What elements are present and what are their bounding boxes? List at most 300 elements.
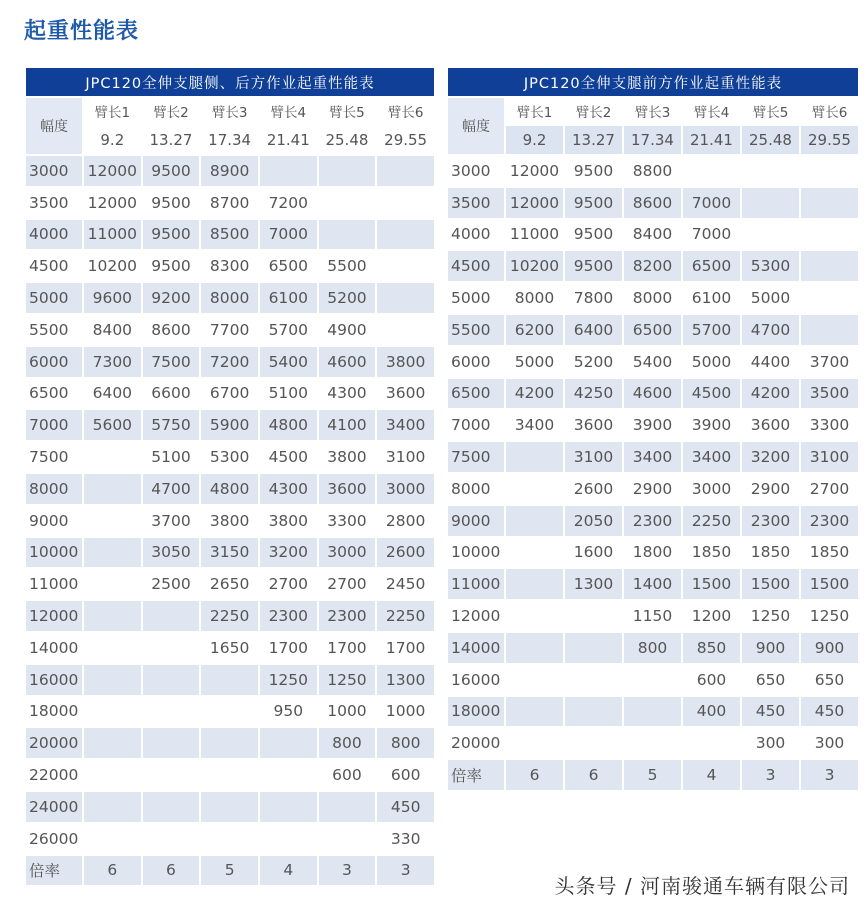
ratio-label: 倍率 (26, 856, 82, 886)
capacity-cell (377, 283, 434, 313)
capacity-cell: 300 (755, 734, 786, 753)
capacity-cell: 5300 (742, 251, 799, 281)
capacity-cell: 3700 (151, 511, 191, 530)
capacity-cell: 1300 (565, 569, 622, 599)
table-row (26, 665, 434, 695)
capacity-cell (624, 697, 681, 727)
boom-label: 臂长3 (211, 105, 248, 121)
capacity-cell: 2500 (151, 575, 191, 594)
capacity-cell: 4300 (260, 474, 317, 504)
capacity-cell: 3200 (742, 442, 799, 472)
capacity-cell (260, 728, 317, 758)
capacity-cell (84, 824, 141, 854)
table-row (26, 442, 434, 472)
capacity-cell (377, 251, 434, 281)
capacity-cell: 8000 (514, 289, 555, 308)
capacity-cell: 1850 (691, 543, 732, 562)
capacity-cell: 8600 (624, 188, 681, 218)
capacity-cell: 8000 (632, 289, 673, 308)
capacity-cell: 8900 (201, 156, 258, 186)
capacity-cell: 2050 (565, 506, 622, 536)
capacity-cell: 7200 (201, 347, 258, 377)
capacity-cell: 900 (742, 633, 799, 663)
boom-length-row (448, 126, 858, 154)
table-row (26, 347, 434, 377)
capacity-cell: 2650 (209, 575, 250, 594)
capacity-cell: 450 (801, 697, 858, 727)
capacity-cell: 4800 (201, 474, 258, 504)
capacity-cell: 3000 (377, 474, 434, 504)
capacity-cell (506, 474, 563, 504)
capacity-cell: 12000 (506, 188, 563, 218)
capacity-cell: 3400 (514, 416, 555, 435)
capacity-cell (565, 665, 622, 695)
radius-cell: 10000 (26, 538, 82, 568)
capacity-cell: 2300 (319, 601, 376, 631)
capacity-cell: 12000 (84, 156, 141, 186)
capacity-cell (260, 792, 317, 822)
table-row (448, 347, 858, 377)
ratio-cell: 6 (84, 856, 141, 886)
capacity-cell (201, 824, 258, 854)
table-row (448, 283, 858, 313)
capacity-cell: 3100 (385, 448, 426, 467)
capacity-cell: 3800 (268, 511, 309, 530)
capacity-cell (84, 792, 141, 822)
table-row (26, 188, 434, 218)
table-row (26, 379, 434, 409)
capacity-cell: 6500 (624, 315, 681, 345)
capacity-cell: 400 (683, 697, 740, 727)
capacity-cell: 4500 (268, 448, 309, 467)
radius-cell: 22000 (29, 766, 79, 785)
ratio-row (448, 760, 858, 790)
capacity-cell: 6600 (151, 384, 191, 403)
radius-cell: 5000 (26, 283, 82, 313)
capacity-cell: 1250 (809, 607, 850, 626)
capacity-cell: 2900 (750, 479, 791, 498)
capacity-cell: 2250 (201, 601, 258, 631)
boom-length: 21.41 (683, 126, 740, 154)
capacity-cell (84, 760, 141, 790)
capacity-cell: 7000 (260, 220, 317, 250)
radius-cell: 3000 (26, 156, 82, 186)
radius-cell: 24000 (26, 792, 82, 822)
capacity-cell: 9500 (565, 188, 622, 218)
capacity-cell: 2900 (632, 479, 673, 498)
capacity-cell: 4900 (327, 320, 367, 339)
capacity-cell (377, 315, 434, 345)
capacity-cell: 3900 (691, 416, 732, 435)
capacity-cell: 8300 (209, 257, 250, 276)
table-row (26, 474, 434, 504)
capacity-cell (624, 665, 681, 695)
radius-cell: 20000 (451, 734, 501, 753)
capacity-cell: 3600 (319, 474, 376, 504)
capacity-cell (506, 728, 563, 758)
radius-cell: 9000 (448, 506, 504, 536)
table-row (26, 792, 434, 822)
capacity-cell: 5400 (632, 352, 673, 371)
capacity-cell: 1700 (385, 638, 426, 657)
ratio-cell: 6 (143, 856, 200, 886)
table-row (448, 220, 858, 250)
capacity-cell (84, 665, 141, 695)
capacity-cell: 5100 (268, 384, 309, 403)
radius-cell: 6000 (26, 347, 82, 377)
radius-cell: 9000 (29, 511, 69, 530)
capacity-cell: 800 (319, 728, 376, 758)
capacity-cell (801, 283, 858, 313)
table-row (26, 156, 434, 186)
capacity-cell: 2600 (573, 479, 614, 498)
capacity-cell (801, 251, 858, 281)
radius-cell: 4000 (26, 220, 82, 250)
capacity-cell (565, 601, 622, 631)
capacity-cell: 1700 (268, 638, 309, 657)
load-table-side-rear (24, 66, 436, 887)
radius-cell: 18000 (29, 702, 79, 721)
capacity-cell (506, 569, 563, 599)
capacity-cell: 1650 (209, 638, 250, 657)
capacity-cell (201, 728, 258, 758)
radius-cell: 18000 (448, 697, 504, 727)
capacity-cell (84, 538, 141, 568)
capacity-cell: 4200 (506, 379, 563, 409)
capacity-cell (143, 792, 200, 822)
ratio-cell: 5 (624, 760, 681, 790)
capacity-cell (742, 188, 799, 218)
capacity-cell: 8400 (632, 225, 673, 244)
radius-cell: 4500 (448, 251, 504, 281)
capacity-cell (377, 188, 434, 218)
boom-length: 9.2 (506, 126, 563, 154)
capacity-cell: 9500 (143, 156, 200, 186)
capacity-cell: 1150 (632, 607, 673, 626)
ratio-row (26, 856, 434, 886)
radius-cell: 7000 (26, 410, 82, 440)
capacity-cell: 4600 (624, 379, 681, 409)
radius-cell: 7000 (451, 416, 491, 435)
capacity-cell: 9500 (151, 257, 191, 276)
capacity-cell: 2250 (683, 506, 740, 536)
capacity-cell (201, 792, 258, 822)
boom-length: 21.41 (266, 131, 310, 149)
boom-label: 臂长3 (634, 105, 671, 121)
radius-cell: 11000 (448, 569, 504, 599)
capacity-cell: 3700 (809, 352, 850, 371)
capacity-cell: 1850 (809, 543, 850, 562)
boom-length-row (26, 126, 434, 154)
capacity-cell: 3400 (624, 442, 681, 472)
capacity-cell: 1500 (801, 569, 858, 599)
capacity-cell: 800 (377, 728, 434, 758)
capacity-cell: 10200 (87, 257, 137, 276)
table-row (448, 156, 858, 186)
table-row (26, 697, 434, 727)
capacity-cell: 300 (814, 734, 845, 753)
capacity-cell (506, 665, 563, 695)
capacity-cell: 6700 (209, 384, 250, 403)
capacity-cell (143, 697, 200, 727)
capacity-cell (319, 220, 376, 250)
capacity-cell (742, 156, 799, 186)
capacity-cell: 1400 (624, 569, 681, 599)
capacity-cell: 7800 (573, 289, 614, 308)
capacity-cell: 2450 (385, 575, 426, 594)
capacity-cell (506, 601, 563, 631)
capacity-cell: 3300 (809, 416, 850, 435)
capacity-cell: 600 (332, 766, 362, 785)
table-row (26, 506, 434, 536)
capacity-cell: 4500 (683, 379, 740, 409)
capacity-cell (143, 728, 200, 758)
table-row (448, 379, 858, 409)
radius-cell: 14000 (448, 633, 504, 663)
capacity-cell: 7000 (683, 188, 740, 218)
table-row (448, 442, 858, 472)
capacity-cell: 9500 (565, 251, 622, 281)
table-header-row (26, 68, 434, 96)
ratio-label: 倍率 (448, 760, 504, 790)
capacity-cell: 4800 (260, 410, 317, 440)
boom-length: 29.55 (801, 126, 858, 154)
capacity-cell (506, 442, 563, 472)
capacity-cell: 5200 (573, 352, 614, 371)
table-row (448, 569, 858, 599)
capacity-cell: 1300 (377, 665, 434, 695)
radius-cell: 5500 (448, 315, 504, 345)
boom-label-row (448, 98, 858, 124)
capacity-cell (143, 760, 200, 790)
capacity-cell: 3050 (143, 538, 200, 568)
capacity-cell: 5000 (514, 352, 555, 371)
capacity-cell (683, 156, 740, 186)
capacity-cell: 3300 (327, 511, 367, 530)
capacity-cell (565, 728, 622, 758)
table-row (448, 538, 858, 568)
radius-cell: 26000 (29, 829, 79, 848)
capacity-cell (143, 824, 200, 854)
radius-cell: 12000 (451, 607, 501, 626)
table-row (26, 633, 434, 663)
radius-cell: 7500 (448, 442, 504, 472)
capacity-cell: 3400 (377, 410, 434, 440)
capacity-cell (84, 442, 141, 472)
capacity-cell: 5000 (691, 352, 732, 371)
capacity-cell: 9500 (573, 161, 614, 180)
capacity-cell: 4300 (327, 384, 367, 403)
capacity-cell: 12000 (87, 193, 137, 212)
table-row (448, 474, 858, 504)
capacity-cell: 2300 (624, 506, 681, 536)
boom-label: 臂长6 (811, 105, 848, 121)
capacity-cell: 3400 (683, 442, 740, 472)
capacity-cell: 2300 (742, 506, 799, 536)
capacity-cell (801, 156, 858, 186)
radius-cell: 5500 (29, 320, 69, 339)
radius-cell: 3000 (451, 161, 491, 180)
radius-cell: 20000 (26, 728, 82, 758)
capacity-cell (201, 697, 258, 727)
capacity-cell (319, 156, 376, 186)
boom-label: 臂长5 (329, 105, 365, 121)
capacity-cell: 10200 (506, 251, 563, 281)
capacity-cell: 4100 (319, 410, 376, 440)
capacity-cell: 1500 (683, 569, 740, 599)
capacity-cell: 6200 (506, 315, 563, 345)
capacity-cell: 3600 (573, 416, 614, 435)
capacity-cell: 4700 (742, 315, 799, 345)
capacity-cell (683, 728, 740, 758)
boom-length: 13.27 (149, 131, 193, 149)
capacity-cell: 5600 (84, 410, 141, 440)
capacity-cell: 6100 (691, 289, 732, 308)
table-row (26, 601, 434, 631)
radius-header: 幅度 (26, 98, 82, 154)
table-row (26, 410, 434, 440)
table-row (448, 251, 858, 281)
capacity-cell: 3900 (632, 416, 673, 435)
capacity-cell: 8500 (201, 220, 258, 250)
capacity-cell: 1600 (573, 543, 614, 562)
boom-length: 13.27 (565, 126, 622, 154)
table-row (26, 760, 434, 790)
capacity-cell: 1200 (691, 607, 732, 626)
capacity-cell: 5400 (260, 347, 317, 377)
capacity-cell (84, 474, 141, 504)
capacity-cell: 8600 (151, 320, 191, 339)
capacity-cell: 6500 (683, 251, 740, 281)
radius-cell: 8000 (451, 479, 491, 498)
ratio-cell: 3 (742, 760, 799, 790)
table-row (26, 569, 434, 599)
table-header-row (448, 68, 858, 96)
radius-cell: 6500 (29, 384, 69, 403)
ratio-cell: 5 (201, 856, 258, 886)
table-row (448, 601, 858, 631)
capacity-cell: 8000 (201, 283, 258, 313)
radius-cell: 3500 (448, 188, 504, 218)
capacity-cell (801, 315, 858, 345)
capacity-cell: 1000 (385, 702, 426, 721)
table-header: JPC120全伸支腿前方作业起重性能表 (448, 68, 858, 96)
capacity-cell: 2300 (801, 506, 858, 536)
capacity-cell: 4200 (742, 379, 799, 409)
ratio-cell: 6 (565, 760, 622, 790)
capacity-cell: 3600 (385, 384, 426, 403)
table-row (448, 728, 858, 758)
boom-label: 臂长1 (94, 105, 131, 121)
capacity-cell: 5750 (143, 410, 200, 440)
table-header: JPC120全伸支腿侧、后方作业起重性能表 (26, 68, 434, 96)
table-row (26, 728, 434, 758)
table-row (448, 633, 858, 663)
table-row (448, 697, 858, 727)
table-row (448, 410, 858, 440)
table-row (448, 506, 858, 536)
capacity-cell: 6400 (565, 315, 622, 345)
capacity-cell: 900 (801, 633, 858, 663)
capacity-cell: 3600 (750, 416, 791, 435)
capacity-cell (143, 601, 200, 631)
capacity-cell: 9500 (573, 225, 614, 244)
capacity-cell: 5300 (209, 448, 250, 467)
capacity-cell: 5000 (750, 289, 791, 308)
capacity-cell: 1850 (750, 543, 791, 562)
capacity-cell (143, 633, 200, 663)
capacity-cell: 8700 (209, 193, 250, 212)
capacity-cell (319, 188, 376, 218)
table-row (448, 665, 858, 695)
capacity-cell (84, 633, 141, 663)
boom-length: 17.34 (208, 131, 252, 149)
capacity-cell: 3800 (327, 448, 367, 467)
capacity-cell: 3800 (377, 347, 434, 377)
capacity-cell (506, 506, 563, 536)
capacity-cell: 4250 (565, 379, 622, 409)
boom-label: 臂长4 (693, 105, 730, 121)
capacity-cell: 6400 (92, 384, 133, 403)
capacity-cell (84, 601, 141, 631)
capacity-cell: 5900 (201, 410, 258, 440)
boom-label: 臂长2 (153, 105, 189, 121)
capacity-cell: 7000 (691, 225, 732, 244)
capacity-cell (377, 220, 434, 250)
capacity-cell: 7700 (209, 320, 250, 339)
capacity-cell: 3100 (801, 442, 858, 472)
table-row (26, 283, 434, 313)
capacity-cell: 5700 (268, 320, 309, 339)
capacity-cell: 3150 (201, 538, 258, 568)
radius-cell: 10000 (451, 543, 501, 562)
capacity-cell: 5100 (151, 448, 191, 467)
capacity-cell: 7200 (268, 193, 309, 212)
ratio-cell: 3 (319, 856, 376, 886)
capacity-cell: 12000 (509, 161, 560, 180)
capacity-cell: 6500 (268, 257, 309, 276)
capacity-cell (319, 824, 376, 854)
capacity-cell: 950 (273, 702, 304, 721)
table-row (26, 824, 434, 854)
capacity-cell: 1250 (750, 607, 791, 626)
radius-cell: 12000 (26, 601, 82, 631)
boom-label: 臂长4 (270, 105, 307, 121)
ratio-cell: 3 (801, 760, 858, 790)
boom-label-row (26, 98, 434, 124)
capacity-cell: 7500 (143, 347, 200, 377)
capacity-cell: 5500 (327, 257, 367, 276)
capacity-cell (506, 697, 563, 727)
capacity-cell: 9200 (143, 283, 200, 313)
capacity-cell (143, 665, 200, 695)
ratio-cell: 4 (260, 856, 317, 886)
page-title: 起重性能表 (24, 19, 140, 44)
capacity-cell (84, 569, 141, 599)
capacity-cell: 2800 (385, 511, 426, 530)
radius-cell: 16000 (451, 670, 501, 689)
boom-length: 9.2 (100, 131, 125, 149)
radius-cell: 8000 (26, 474, 82, 504)
boom-length: 17.34 (624, 126, 681, 154)
radius-cell: 7500 (29, 448, 69, 467)
capacity-cell: 330 (390, 829, 421, 848)
capacity-cell: 5200 (319, 283, 376, 313)
capacity-cell: 11000 (84, 220, 141, 250)
capacity-cell: 4600 (319, 347, 376, 377)
capacity-cell: 1700 (327, 638, 367, 657)
capacity-cell: 3500 (801, 379, 858, 409)
